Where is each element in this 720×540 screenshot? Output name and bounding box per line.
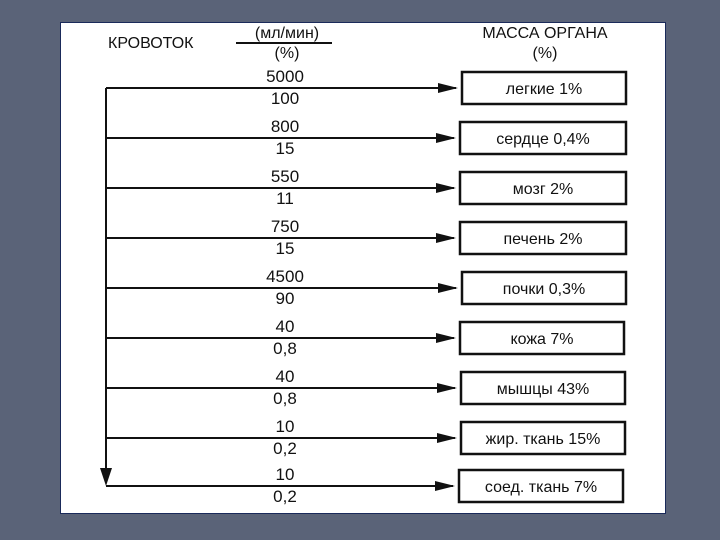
- arrowhead: [437, 433, 457, 443]
- arrowhead: [437, 383, 457, 393]
- flow-value: 550: [270, 167, 300, 186]
- flow-row: [106, 465, 623, 506]
- flow-value: 5000: [266, 67, 304, 86]
- arrowhead: [436, 133, 456, 143]
- flow-value: 40: [275, 317, 295, 336]
- organ-label: мозг 2%: [512, 181, 574, 198]
- flow-row: [106, 167, 626, 208]
- flow-value: 40: [275, 367, 295, 386]
- flow-row: [106, 67, 626, 108]
- flow-row: [106, 417, 625, 458]
- flow-value: 750: [270, 217, 300, 236]
- rows-group: [106, 67, 626, 506]
- flow-percent: 0,2: [273, 487, 297, 506]
- flow-row: [106, 317, 624, 358]
- flow-row: [106, 367, 625, 408]
- organ-label: жир. ткань 15%: [485, 431, 601, 448]
- arrowhead: [435, 481, 455, 491]
- organ-label: кожа 7%: [510, 331, 574, 348]
- right-unit: (%): [532, 45, 558, 62]
- flow-percent: 100: [270, 89, 300, 108]
- arrowhead: [436, 233, 456, 243]
- organ-label: сердце 0,4%: [496, 131, 590, 148]
- flow-row: [106, 117, 626, 158]
- arrowhead: [436, 183, 456, 193]
- organ-label: соед. ткань 7%: [484, 479, 598, 496]
- unit-bottom: (%): [274, 45, 300, 62]
- flow-percent: 0,8: [273, 339, 297, 358]
- left-title: КРОВОТОК: [108, 35, 194, 52]
- flow-value: 10: [275, 465, 295, 484]
- flow-percent: 15: [275, 139, 295, 158]
- flow-row: [106, 267, 626, 308]
- arrowhead: [438, 83, 458, 93]
- right-title: МАССА ОРГАНА: [482, 25, 608, 42]
- flow-value: 4500: [266, 267, 304, 286]
- flow-percent: 90: [275, 289, 295, 308]
- organ-label: печень 2%: [503, 231, 583, 248]
- flow-value: 800: [270, 117, 300, 136]
- flow-percent: 11: [276, 189, 294, 208]
- organ-label: почки 0,3%: [502, 281, 586, 298]
- flow-value: 10: [275, 417, 295, 436]
- organ-label: легкие 1%: [505, 81, 583, 98]
- flow-percent: 0,2: [273, 439, 297, 458]
- organ-label: мышцы 43%: [496, 381, 590, 398]
- flow-row: [106, 217, 626, 258]
- arrowhead: [436, 333, 456, 343]
- unit-top: (мл/мин): [254, 25, 320, 42]
- arrowhead: [438, 283, 458, 293]
- trunk-arrowhead: [100, 468, 112, 486]
- flow-percent: 15: [275, 239, 295, 258]
- flow-percent: 0,8: [273, 389, 297, 408]
